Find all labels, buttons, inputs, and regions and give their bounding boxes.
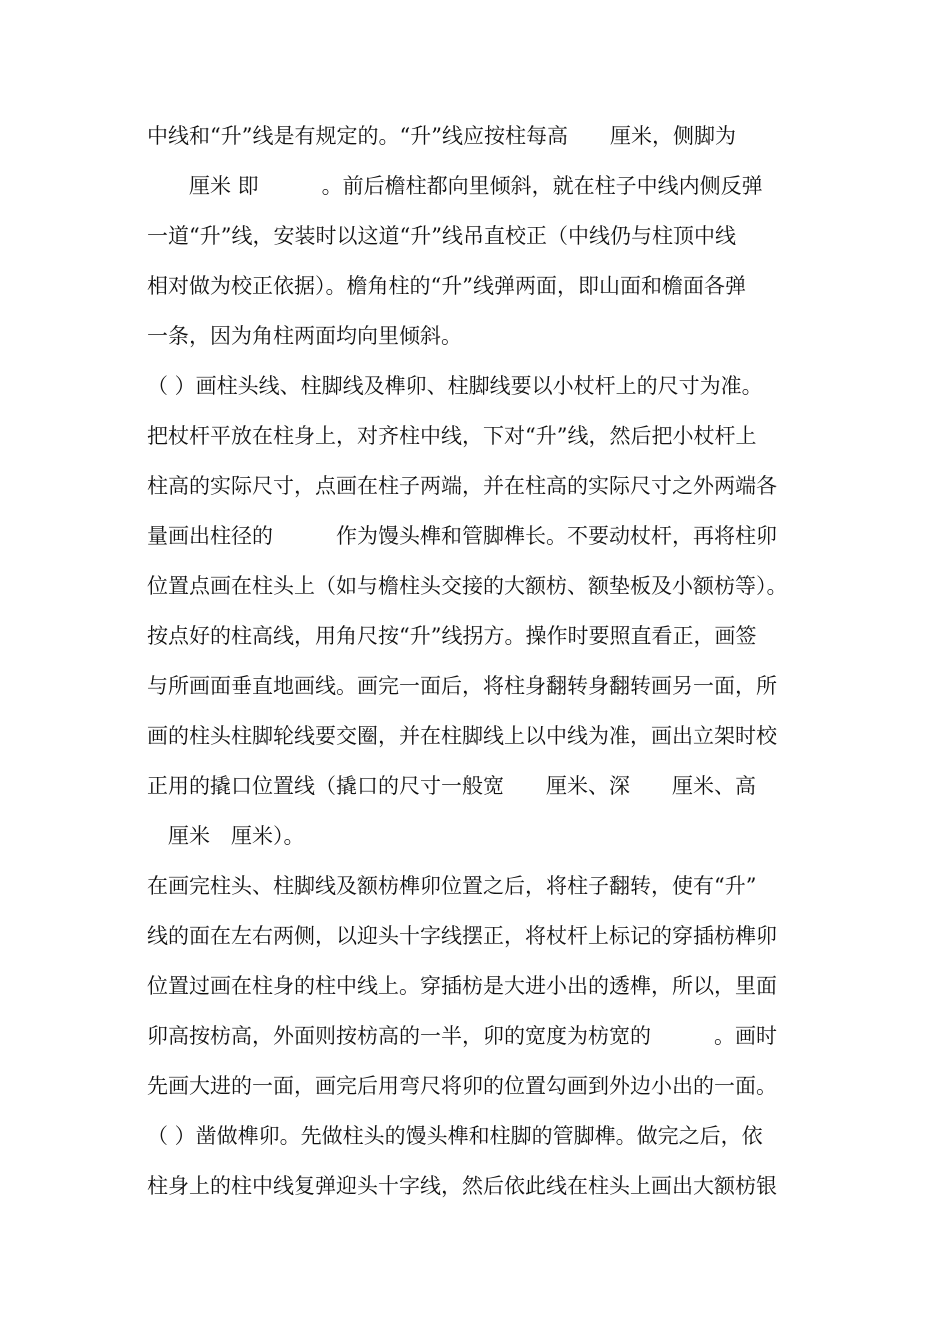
text-line: 线的面在左右两侧，以迎头十字线摆正，将杖杆上标记的穿插枋榫卯 [147, 924, 777, 948]
text-line: 中线和“升”线是有规定的。“升”线应按柱每高 厘米，侧脚为 [147, 124, 736, 148]
text-line: 量画出柱径的 作为馒头榫和管脚榫长。不要动杖杆，再将柱卯 [147, 524, 777, 548]
text-line: 先画大进的一面，画完后用弯尺将卯的位置勾画到外边小出的一面。 [147, 1074, 777, 1098]
text-line: 柱高的实际尺寸，点画在柱子两端，并在柱高的实际尺寸之外两端各 [147, 474, 777, 498]
text-line: 把杖杆平放在柱身上，对齐柱中线，下对“升”线，然后把小杖杆上 [147, 424, 757, 448]
text-line: （ ）凿做榫卯。先做柱头的馒头榫和柱脚的管脚榫。做完之后，依 [147, 1124, 763, 1148]
text-line: 一条，因为角柱两面均向里倾斜。 [147, 324, 462, 348]
text-line: 正用的撬口位置线（撬口的尺寸一般宽 厘米、深 厘米、高 [147, 774, 756, 798]
text-line: 在画完柱头、柱脚线及额枋榫卯位置之后，将柱子翻转，使有“升” [147, 874, 757, 898]
text-line: 画的柱头柱脚轮线要交圈，并在柱脚线上以中线为准，画出立架时校 [147, 724, 777, 748]
text-line: 按点好的柱高线，用角尺按“升”线拐方。操作时要照直看正，画签 [147, 624, 757, 648]
text-line: 位置过画在柱身的柱中线上。穿插枋是大进小出的透榫，所以，里面 [147, 974, 777, 998]
text-line: 位置点画在柱头上（如与檐柱头交接的大额枋、额垫板及小额枋等）。 [147, 574, 788, 598]
text-line: 卯高按枋高，外面则按枋高的一半，卯的宽度为枋宽的 。画时 [147, 1024, 777, 1048]
text-line: 相对做为校正依据）。檐角柱的“升”线弹两面，即山面和檐面各弹 [147, 274, 746, 298]
text-line: 与所画面垂直地画线。画完一面后，将柱身翻转身翻转画另一面，所 [147, 674, 777, 698]
text-line: 柱身上的柱中线复弹迎头十字线，然后依此线在柱头上画出大额枋银 [147, 1174, 777, 1198]
text-line: （ ）画柱头线、柱脚线及榫卯、柱脚线要以小杖杆上的尺寸为准。 [147, 374, 763, 398]
text-line: 厘米 即 。前后檐柱都向里倾斜，就在柱子中线内侧反弹 [147, 174, 763, 198]
text-line: 厘米 厘米）。 [147, 824, 305, 848]
text-line: 一道“升”线，安装时以这道“升”线吊直校正（中线仍与柱顶中线 [147, 224, 736, 248]
